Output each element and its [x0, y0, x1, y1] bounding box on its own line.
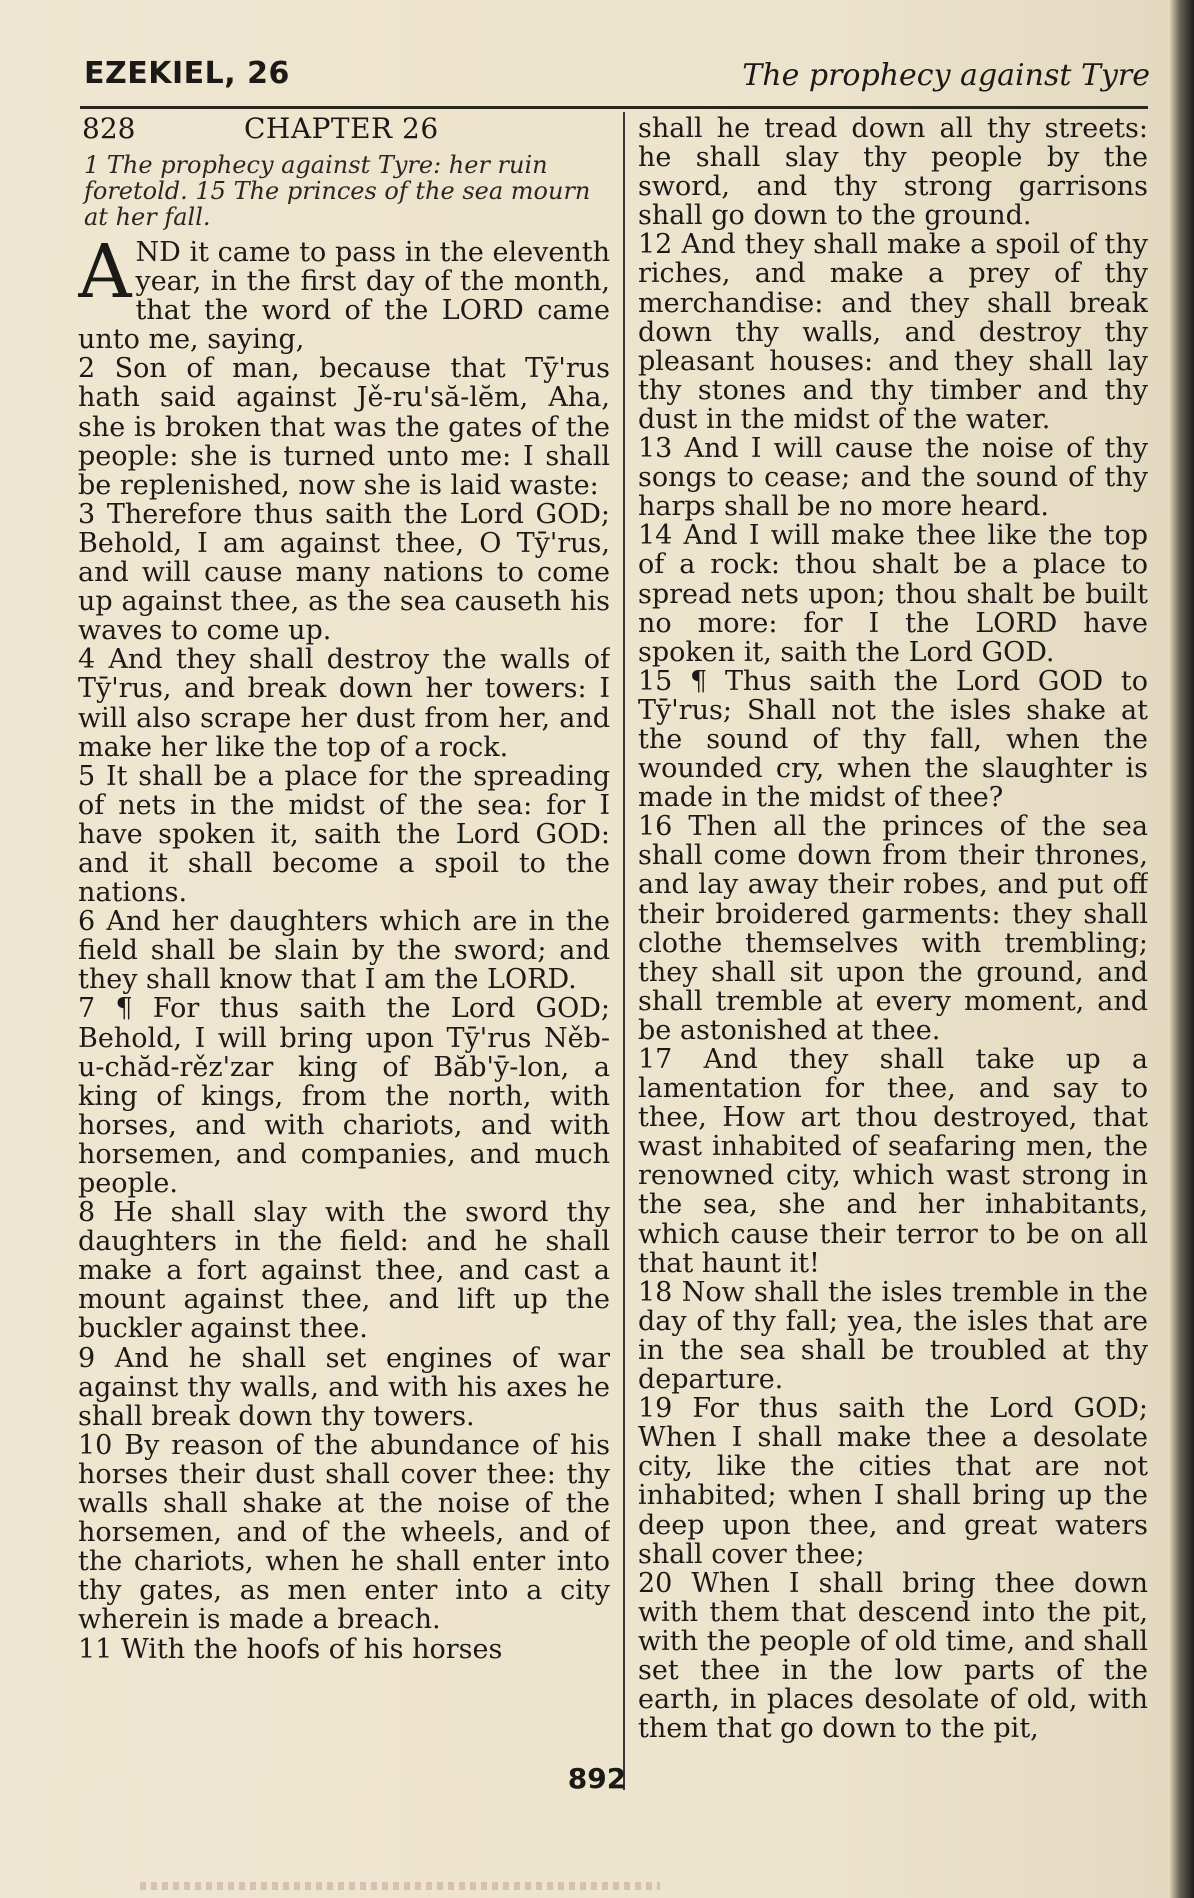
verse-paragraph: 17 And they shall take up a lamentation for thee, and say to thee, How art thou destroyed, that wast inhabited of seafaring men, the renowned city, which wast strong in the sea, she and her inhabitants, which cause their terror to be on all that haunt it! [638, 1044, 1148, 1279]
verse-paragraph: 20 When I shall bring thee down with them that descend into the pit, with the people of old time, and shall set thee in the low parts of the earth, in places desolate of old, with them that go down to the pit, [638, 1567, 1148, 1745]
verse-paragraph: 3 Therefore thus saith the Lord GOD; Behold, I am against thee, O Tȳ'rus, and will cause many nations to come up against thee, as the sea causeth his waves to come up. [78, 498, 610, 647]
left-verse-list [78, 354, 610, 1663]
verse-paragraph: 14 And I will make thee like the top of a rock: thou shalt be a place to spread nets upon; thou shalt be built no more: for I the LORD have spoken it, saith the Lord GOD. [638, 520, 1148, 668]
verse-paragraph: 13 And I will cause the noise of thy songs to cease; and the sound of thy harps shall be no more heard. [638, 433, 1148, 523]
verse-paragraph: 6 And her daughters which are in the field shall be slain by the sword; and they shall know that I am the LORD. [78, 906, 610, 996]
verse-paragraph: 2 Son of man, because that Tȳ'rus hath said against Jě-ru'să-lĕm, Aha, she is broken that was the gates of the people: she is turned unto me: I shall be replenished, now she is laid waste: [78, 353, 610, 501]
verse-1 [78, 229, 610, 356]
verse-paragraph: 16 Then all the princes of the sea shall come down from their thrones, and lay away their robes, and put off their broidered garments: they shall clothe themselves with trembling; they shall sit upon the ground, and shall tremble at every moment, and be astonished at thee. [638, 811, 1148, 1046]
chapter-title: CHAPTER 26 [244, 114, 439, 145]
page-header [84, 56, 1150, 104]
verse-paragraph: 8 He shall slay with the sword thy daughters in the field: and he shall make a fort against thee, and cast a mount against thee, and lift up the buckler against thee. [78, 1197, 610, 1345]
left-column [78, 114, 610, 1794]
verse-1-text: it came to pass in the eleventh year, in the first day of the month, that the word of the LORD came unto me, saying, [78, 237, 610, 356]
chapter-summary: 1 The prophecy against Tyre: her ruin foretold. 15 The princes of the sea mourn at her fall. [84, 151, 591, 231]
first-word: ND [135, 237, 181, 268]
verse-paragraph: 4 And they shall destroy the walls of Tȳ'rus, and break down her towers: I will also scrape her dust from her, and make her like the top of a rock. [78, 644, 610, 763]
verse-paragraph: 18 Now shall the isles tremble in the day of thy fall; yea, the isles that are in the sea shall be troubled at thy departure. [638, 1276, 1148, 1396]
running-title: The prophecy against Tyre [742, 58, 1150, 93]
verse-paragraph: 12 And they shall make a spoil of thy riches, and make a prey of thy merchandise: and they shall break down thy walls, and destroy thy pleasant houses: and they shall lay thy stones and thy timber and thy dust in the midst of the water. [638, 229, 1148, 435]
right-verse-list [638, 114, 1148, 1743]
verse-paragraph: 15 ¶ Thus saith the Lord GOD to Tȳ'rus; Shall not the isles shake at the sound of thy fall, when the wounded cry, when the slaughter is made in the midst of thee? [638, 665, 1148, 814]
verse-paragraph: shall he tread down all thy streets: he shall slay thy people by the sword, and thy strong garrisons shall go down to the ground. [638, 114, 1148, 232]
verse-paragraph: 7 ¶ For thus saith the Lord GOD; Behold, I will bring upon Tȳ'rus Něb-u-chăd-rěz'zar king of Băb'ȳ-lon, a king of kings, from the north, with horses, and with chariots, and with horsemen, and companies, and much people. [78, 993, 610, 1199]
verse-paragraph: 10 By reason of the abundance of his horses their dust shall cover thee: thy walls shall shake at the noise of the horsemen, and of the wheels, and of the chariots, when he shall enter into thy gates, as men enter into a city wherein is made a breach. [78, 1429, 610, 1636]
book-reference: EZEKIEL, 26 [84, 56, 290, 91]
verse-paragraph: 19 For thus saith the Lord GOD; When I shall make thee a desolate city, like the cities that are not inhabited; when I shall bring up the deep upon thee, and great waters shall cover thee; [638, 1393, 1148, 1570]
page-number: 892 [567, 1762, 627, 1795]
header-rule [80, 106, 1148, 109]
page-edge-decoration [140, 1882, 660, 1890]
column-divider [623, 112, 625, 1790]
chapter-heading [78, 114, 610, 152]
verse-paragraph: 9 And he shall set engines of war against thy walls, and with his axes he shall break down thy towers. [78, 1342, 610, 1432]
chapter-number: 828 [82, 114, 136, 145]
right-column [638, 114, 1148, 1794]
verse-paragraph: 11 With the hoofs of his horses [78, 1633, 503, 1665]
drop-cap: A [78, 229, 132, 315]
book-binding-shadow [1170, 0, 1194, 1898]
verse-paragraph: 5 It shall be a place for the spreading of nets in the midst of the sea: for I have spoken it, saith the Lord GOD: and it shall become a spoil to the nations. [78, 760, 610, 909]
